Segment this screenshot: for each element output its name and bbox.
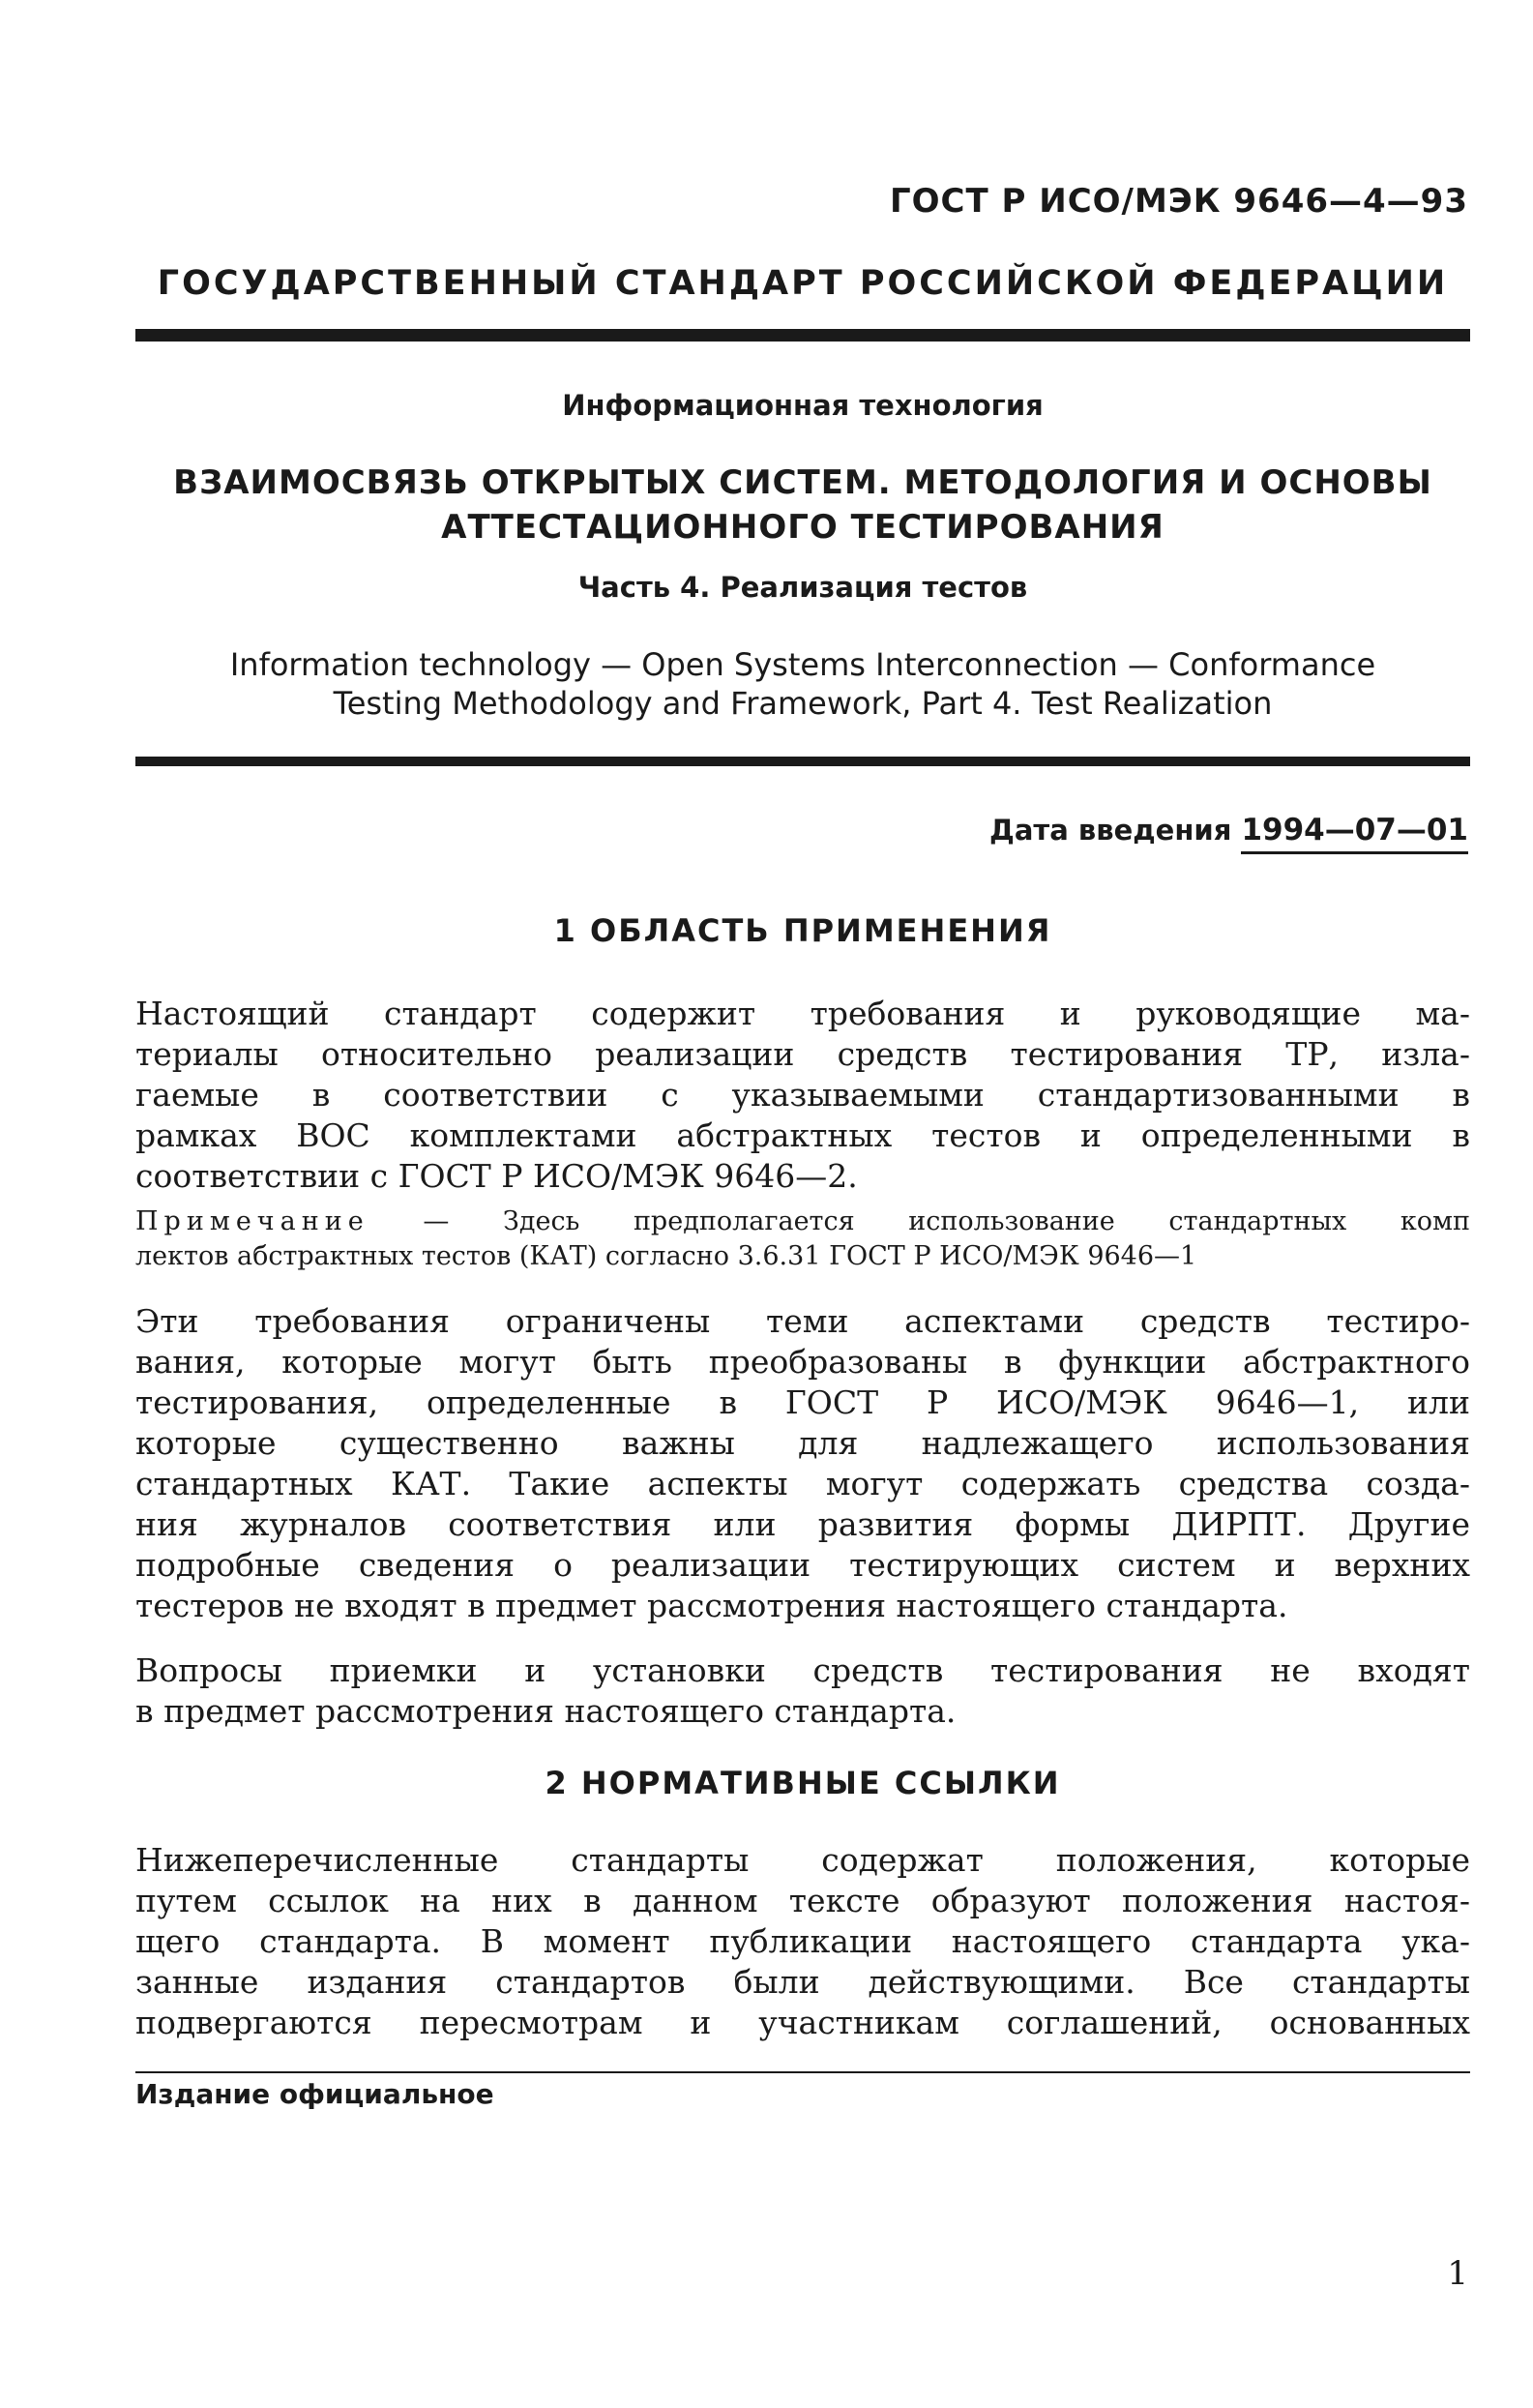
text-line: путем ссылок на них в данном тексте образуют положения настоя- xyxy=(135,1882,1470,1919)
header-rule xyxy=(135,329,1470,342)
subject-line: Информационная технология xyxy=(562,389,1044,422)
english-title-line: Testing Methodology and Framework, Part 4. Test Realization xyxy=(333,685,1273,722)
scope-paragraph-3 xyxy=(135,1650,1470,1732)
references-paragraph-1 xyxy=(135,1840,1470,2043)
text-line: гаемые в соответствии с указываемыми стандартизованными в xyxy=(135,1076,1470,1114)
text-line: Настоящий стандарт содержит требования и руководящие ма- xyxy=(135,995,1470,1032)
section-heading-references: 2 НОРМАТИВНЫЕ ССЫЛКИ xyxy=(545,1765,1061,1801)
document-number: ГОСТ Р ИСО/МЭК 9646—4—93 xyxy=(889,182,1468,221)
note-line: лектов абстрактных тестов (КАТ) согласно 3.6.31 ГОСТ Р ИСО/МЭК 9646—1 xyxy=(135,1241,1197,1271)
scope-paragraph-1 xyxy=(135,994,1470,1197)
text-line: вания, которые могут быть преобразованы в функции абстрактного xyxy=(135,1343,1470,1381)
text-line: стандартных КАТ. Такие аспекты могут содержать средства созда- xyxy=(135,1465,1470,1502)
text-line: Вопросы приемки и установки средств тестирования не входят xyxy=(135,1651,1470,1689)
english-title xyxy=(135,645,1470,723)
text-line: Эти требования ограничены теми аспектами средств тестиро- xyxy=(135,1302,1470,1340)
text-line: ния журналов соответствия или развития формы ДИРПТ. Другие xyxy=(135,1505,1470,1543)
introduction-date xyxy=(870,813,1468,854)
page-number: 1 xyxy=(1447,2254,1468,2293)
footer-rule xyxy=(135,2071,1470,2073)
introduction-date-label: Дата введения xyxy=(989,814,1232,847)
text-line: соответствии с ГОСТ Р ИСО/МЭК 9646—2. xyxy=(135,1157,858,1195)
section-heading-scope: 1 ОБЛАСТЬ ПРИМЕНЕНИЯ xyxy=(553,912,1052,949)
text-line: щего стандарта. В момент публикации настоящего стандарта ука- xyxy=(135,1922,1470,1960)
english-title-line: Information technology — Open Systems Interconnection — Conformance xyxy=(229,646,1376,683)
text-line: тестирования, определенные в ГОСТ Р ИСО/МЭК 9646—1, или xyxy=(135,1383,1470,1421)
title-line: АТТЕСТАЦИОННОГО ТЕСТИРОВАНИЯ xyxy=(441,508,1164,547)
note-line xyxy=(135,1204,1470,1239)
text-line: Нижеперечисленные стандарты содержат положения, которые xyxy=(135,1841,1470,1879)
title-line: ВЗАИМОСВЯЗЬ ОТКРЫТЫХ СИСТЕМ. МЕТОДОЛОГИЯ И ОСНОВЫ xyxy=(173,463,1432,502)
text-line: подробные сведения о реализации тестирующих систем и верхних xyxy=(135,1546,1470,1584)
text-line: тестеров не входят в предмет рассмотрения настоящего стандарта. xyxy=(135,1587,1288,1624)
state-standard-heading: ГОСУДАРСТВЕННЫЙ СТАНДАРТ РОССИЙСКОЙ ФЕДЕРАЦИИ xyxy=(157,264,1449,303)
text-line: териалы относительно реализации средств тестирования ТР, изла- xyxy=(135,1035,1470,1073)
note-label: Примечание xyxy=(135,1206,369,1236)
text-line: занные издания стандартов были действующими. Все стандарты xyxy=(135,1963,1470,2001)
scope-paragraph-2 xyxy=(135,1301,1470,1626)
introduction-date-value: 1994—07—01 xyxy=(1241,813,1468,854)
title-rule xyxy=(135,757,1470,766)
text-line: рамках ВОС комплектами абстрактных тестов и определенными в xyxy=(135,1116,1470,1154)
note-block xyxy=(135,1204,1470,1274)
text-line: которые существенно важны для надлежащего использования xyxy=(135,1424,1470,1462)
part-title: Часть 4. Реализация тестов xyxy=(577,571,1028,604)
text-line: подвергаются пересмотрам и участникам соглашений, основанных xyxy=(135,2004,1470,2041)
document-title xyxy=(135,461,1470,550)
edition-label: Издание официальное xyxy=(135,2078,494,2110)
note-text: — Здесь предполагается использование стандартных комп xyxy=(369,1206,1470,1236)
text-line: в предмет рассмотрения настоящего стандарта. xyxy=(135,1692,957,1730)
